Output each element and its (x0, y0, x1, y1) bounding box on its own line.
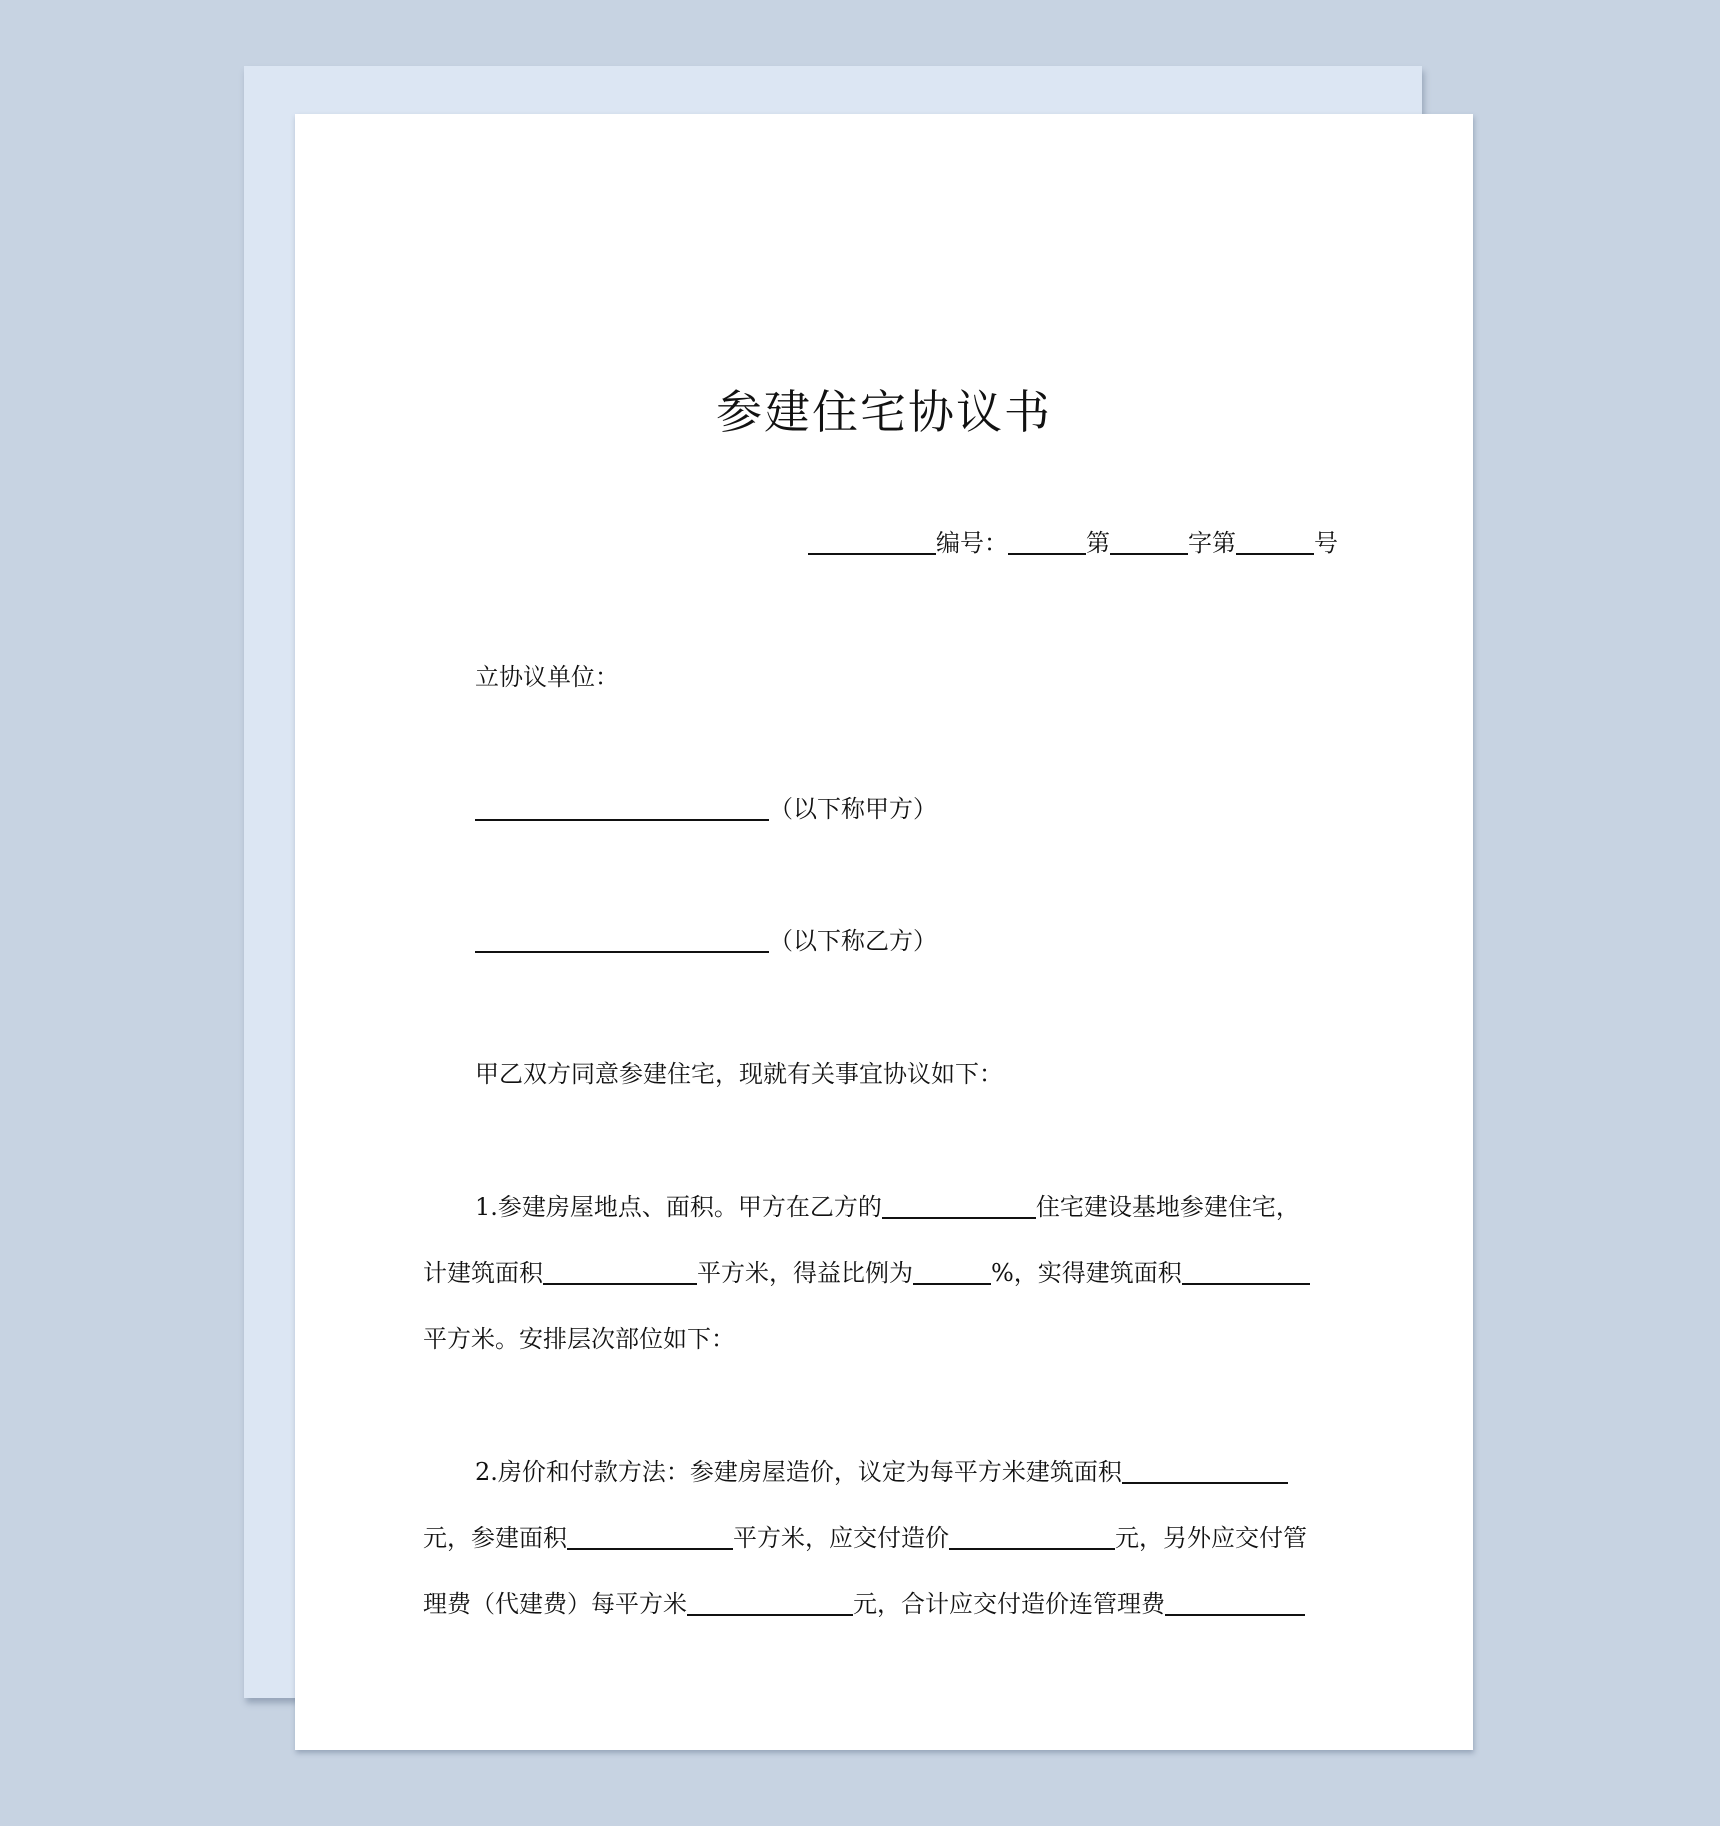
blank-field[interactable] (687, 1588, 853, 1616)
di-label: 第 (1086, 529, 1110, 557)
blank-field[interactable] (808, 527, 936, 555)
clause2-text: 2.房价和付款方法：参建房屋造价，议定为每平方米建筑面积 (475, 1458, 1122, 1486)
blank-field[interactable] (1236, 527, 1314, 555)
clause2-text: 元，合计应交付造价连管理费 (853, 1590, 1165, 1618)
blank-field[interactable] (1182, 1257, 1310, 1285)
serial-number-line (808, 526, 1338, 560)
blank-field[interactable] (1122, 1456, 1288, 1484)
hao-label: 号 (1314, 529, 1338, 557)
clause2-text: 理费（代建费）每平方米 (423, 1590, 687, 1618)
blank-field[interactable] (913, 1257, 991, 1285)
party-a-line (475, 792, 937, 826)
clause1-text: 1.参建房屋地点、面积。甲方在乙方的 (475, 1193, 882, 1221)
party-b-line (475, 924, 937, 958)
blank-field[interactable] (1008, 527, 1086, 555)
blank-field[interactable] (1110, 527, 1188, 555)
party-b-suffix: （以下称乙方） (769, 927, 937, 955)
clause2-text: 平方米，应交付造价 (733, 1524, 949, 1552)
clause1-text: %，实得建筑面积 (991, 1259, 1182, 1287)
party-b-blank[interactable] (475, 925, 769, 953)
blank-field[interactable] (949, 1522, 1115, 1550)
clause2-text: 元，参建面积 (423, 1524, 567, 1552)
intro-paragraph: 甲乙双方同意参建住宅，现就有关事宜协议如下： (475, 1060, 1003, 1088)
party-a-blank[interactable] (475, 793, 769, 821)
clause2-line3 (423, 1587, 1305, 1621)
blank-field[interactable] (567, 1522, 733, 1550)
clause1-line2 (423, 1256, 1310, 1290)
clause1-text: 平方米，得益比例为 (697, 1259, 913, 1287)
clause1-text: 计建筑面积 (423, 1259, 543, 1287)
clause1-line1 (475, 1190, 1300, 1224)
blank-field[interactable] (1165, 1588, 1305, 1616)
clause2-line2 (423, 1521, 1307, 1555)
clause2-text: 元，另外应交付管 (1115, 1524, 1307, 1552)
document-title: 参建住宅协议书 (716, 385, 1052, 439)
zi-di-label: 字第 (1188, 529, 1236, 557)
clause2-line1 (475, 1455, 1288, 1489)
number-label: 编号： (936, 529, 1008, 557)
blank-field[interactable] (882, 1191, 1036, 1219)
unit-label: 立协议单位： (475, 663, 619, 691)
clause1-text: 住宅建设基地参建住宅， (1035, 1193, 1300, 1221)
clause1-line3: 平方米。安排层次部位如下： (423, 1325, 735, 1353)
blank-field[interactable] (543, 1257, 697, 1285)
party-a-suffix: （以下称甲方） (769, 795, 937, 823)
